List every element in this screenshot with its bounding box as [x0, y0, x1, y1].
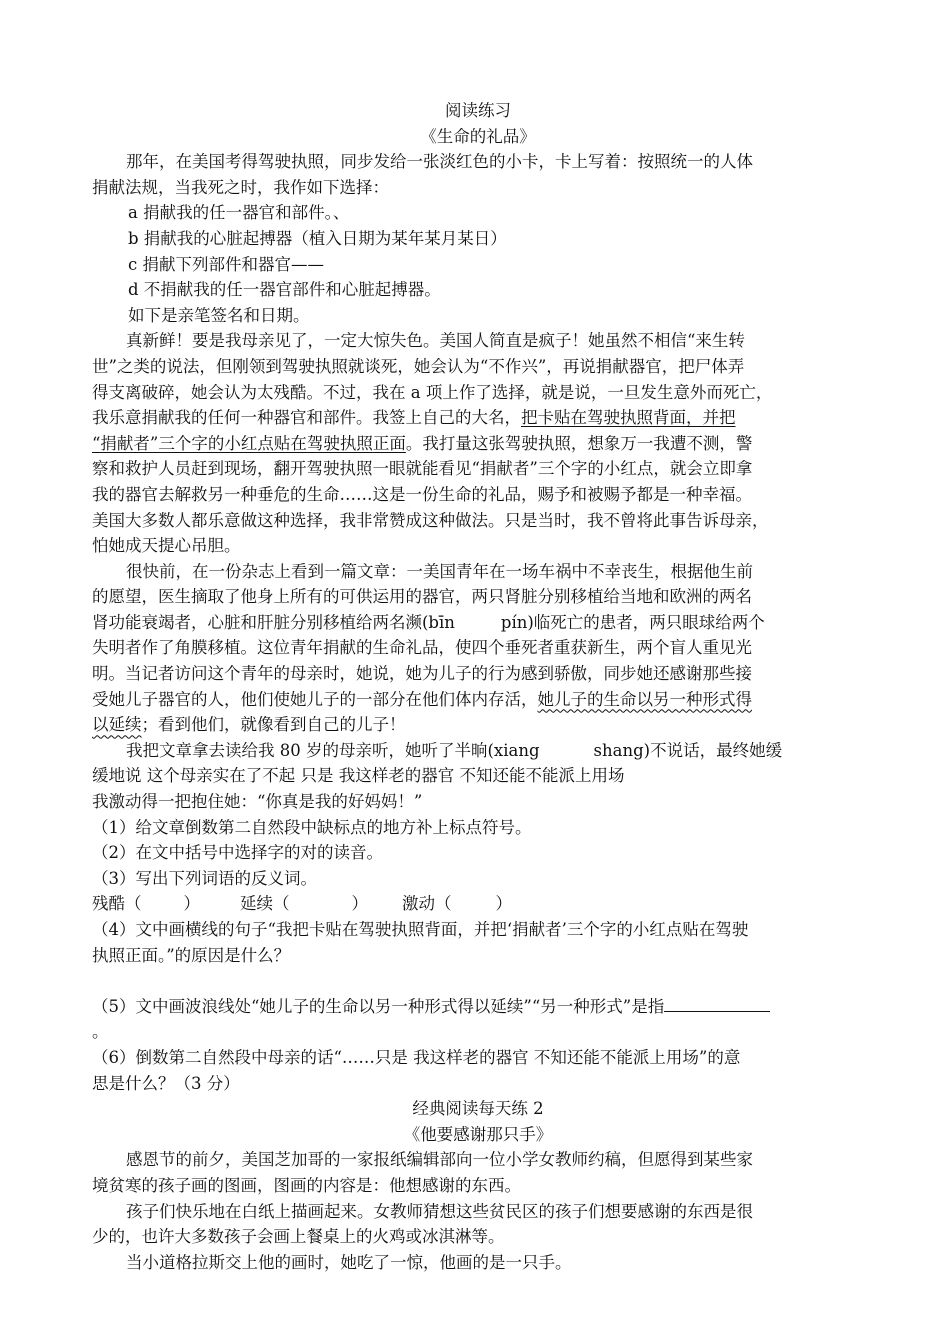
section-title: 经典阅读每天练 2: [412, 1099, 544, 1119]
text-run: 肾功能衰竭者，心脏和肝脏分别移植给两名濒(bīn: [92, 612, 455, 632]
paragraph-line: 得支离破碎，她会认为太残酷。不过，我在 a 项上作了选择，就是说，一旦发生意外而死亡，: [92, 382, 773, 402]
antonym-item: 激动（: [402, 894, 452, 914]
paragraph-line: [92, 738, 864, 764]
question-4: （4）文中画横线的句子“我把卡贴在驾驶执照背面，并把‘捐献者’三个字的小红点贴在驾驶: [92, 920, 749, 939]
paragraph-line: 捐献法规，当我死之时，我作如下选择：: [92, 177, 389, 197]
paragraph-line: 明。当记者访问这个青年的母亲时，她说，她为儿子的行为感到骄傲，同步她还感谢那些接: [92, 664, 752, 684]
text-run: （5）文中画波浪线处“她儿子的生命以另一种形式得以延续”“另一种形式”是指: [92, 996, 665, 1016]
question-3: （3）写出下列词语的反义词。: [92, 868, 317, 888]
text-run: pín)临死亡的患者，两只眼球给两个: [500, 612, 765, 632]
article-title: 《他要感谢那只手》: [403, 1124, 553, 1144]
paragraph-line: 怕她成天提心吊胆。: [92, 536, 241, 556]
answer-space: [92, 968, 864, 994]
antonym-item: 残酷（: [92, 894, 142, 914]
option-c: c 捐献下列部件和器官——: [128, 254, 324, 274]
paragraph-line: [92, 712, 864, 738]
question-6-cont: 思是什么？（3 分）: [92, 1073, 240, 1093]
paragraph-line: 我激动得一把抱住她：“你真是我的好妈妈！”: [92, 792, 423, 812]
paragraph-line: 察和救护人员赶到现场，翻开驾驶执照一眼就能看见“捐献者”三个字的小红点，就会立即拿: [92, 459, 753, 479]
paragraph-line: [92, 431, 864, 457]
document-page: [92, 98, 864, 1275]
paragraph-line: 美国大多数人都乐意做这种选择，我非常赞成这种做法。只是当时，我不曾将此事告诉母亲，: [92, 510, 769, 530]
section-title: 阅读练习: [445, 101, 511, 120]
paragraph-line: 少的，也许大多数孩子会画上餐桌上的火鸡或冰淇淋等。: [92, 1227, 505, 1247]
wavy-underlined-sentence: 她儿子的生命以另一种形式得: [537, 689, 752, 709]
underlined-sentence: 把卡贴在驾驶执照背面，并把: [521, 408, 736, 428]
signature-line: 如下是亲笔签名和日期。: [128, 305, 310, 325]
paragraph-line: 很快前，在一份杂志上看到一篇文章：一美国青年在一场车祸中不幸丧生，根据他生前: [126, 561, 753, 581]
wavy-underlined-sentence: 以延续: [92, 715, 142, 735]
article-title: 《生命的礼品》: [420, 126, 536, 146]
question-6: （6）倒数第二自然段中母亲的话“……只是 我这样老的器官 不知还能不能派上用场”的意: [92, 1047, 741, 1067]
paragraph-line: 失明者作了角膜移植。这位青年捐献的生命礼品，使四个垂死者重获新生，两个盲人重见光: [92, 638, 752, 658]
text-run: shang)不说话，最终她缓: [593, 740, 783, 760]
paragraph-line: [92, 405, 864, 431]
text-run: ；看到他们，就像看到自己的儿子！: [141, 715, 406, 735]
option-a: a 捐献我的任一器官和部件。、: [128, 203, 350, 223]
paragraph-line: 感恩节的前夕，美国芝加哥的一家报纸编辑部向一位小学女教师约稿，但愿得到某些家: [126, 1150, 753, 1170]
underlined-sentence: “捐献者”三个字的小红点贴在驾驶执照正面: [92, 433, 406, 453]
antonym-item: 延续（: [240, 894, 290, 914]
text-run: 受她儿子器官的人，他们使她儿子的一部分在他们体内存活，: [92, 689, 538, 709]
text-run: 我乐意捐献我的任何一种器官和部件。我签上自己的大名，: [92, 408, 521, 428]
paragraph-line: [92, 610, 864, 636]
paragraph-line: 缓地说 这个母亲实在了不起 只是 我这样老的器官 不知还能不能派上用场: [92, 766, 625, 786]
paragraph-line: 真新鲜！要是我母亲见了，一定大惊失色。美国人简直是疯子！她虽然不相信“来生转: [126, 331, 745, 351]
antonym-close: ）: [183, 894, 200, 914]
question-5: [92, 994, 864, 1020]
question-4-cont: 执照正面。”的原因是什么？: [92, 945, 291, 965]
paragraph-line: 世”之类的说法，但刚领到驾驶执照就谈死，她会认为“不作兴”，再说捐献器官，把尸体弄: [92, 356, 745, 376]
paragraph-line: 当小道格拉斯交上他的画时，她吃了一惊，他画的是一只手。: [126, 1252, 572, 1272]
antonym-close: ）: [495, 894, 512, 914]
option-b: b 捐献我的心脏起搏器（植入日期为某年某月某日）: [128, 228, 507, 248]
paragraph-line: [92, 687, 864, 713]
answer-blank: [664, 995, 770, 1012]
question-2: （2）在文中括号中选择字的对的读音。: [92, 843, 383, 863]
question-5-end: 。: [92, 1022, 109, 1042]
option-d: d 不捐献我的任一器官部件和心脏起搏器。: [128, 280, 441, 300]
paragraph-line: 那年，在美国考得驾驶执照，同步发给一张淡红色的小卡，卡上写着：按照统一的人体: [126, 152, 753, 172]
text-run: 我把文章拿去读给我 80 岁的母亲听，她听了半晌(xiang: [126, 740, 540, 760]
text-run: 。我打量这张驾驶执照，想象万一我遭不测，警: [405, 433, 753, 453]
question-1: （1）给文章倒数第二自然段中缺标点的地方补上标点符号。: [92, 817, 532, 837]
antonym-close: ）: [351, 894, 368, 914]
paragraph-line: 的愿望，医生摘取了他身上所有的可供运用的器官，两只肾脏分别移植给当地和欧洲的两名: [92, 587, 752, 607]
paragraph-line: 孩子们快乐地在白纸上描画起来。女教师猜想这些贫民区的孩子们想要感谢的东西是很: [126, 1201, 753, 1221]
paragraph-line: 境贫寒的孩子画的图画，图画的内容是：他想感谢的东西。: [92, 1175, 521, 1195]
paragraph-line: 我的器官去解救另一种垂危的生命……这是一份生命的礼品，赐予和被赐予都是一种幸福。: [92, 484, 752, 504]
antonym-row: [92, 891, 864, 917]
